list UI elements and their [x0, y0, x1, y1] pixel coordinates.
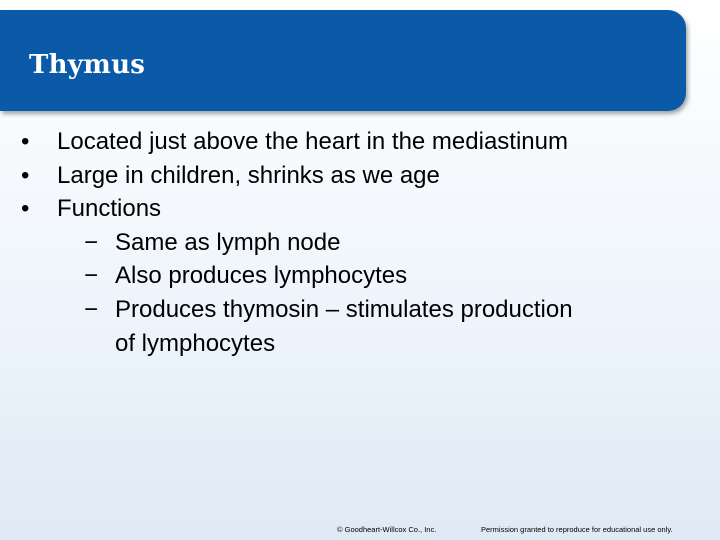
bullet-marker: •: [21, 195, 30, 223]
sub-bullet-marker: −: [84, 262, 99, 290]
title-bar: [0, 10, 686, 111]
bullet-text: Functions: [57, 195, 162, 223]
sub-bullet-item: [0, 226, 720, 260]
bullet-item: [0, 192, 720, 226]
sub-bullet-continuation: [0, 327, 720, 361]
bullet-marker: •: [21, 128, 30, 155]
permission-footer: Permission granted to reproduce for educational use only.: [481, 525, 673, 534]
bullet-text: Located just above the heart in the mediastinum: [57, 128, 568, 155]
sub-bullet-text: Same as lymph node: [115, 228, 341, 256]
bullet-text: Large in children, shrinks as we age: [57, 161, 440, 189]
bullet-item: [0, 159, 720, 193]
sub-bullet-item: [0, 259, 720, 293]
bullet-item: [0, 125, 720, 159]
bullet-list: [0, 125, 720, 360]
bullet-marker: •: [21, 161, 30, 189]
slide-title: Thymus: [29, 50, 146, 80]
sub-bullet-continuation-text: of lymphocytes: [115, 329, 276, 357]
copyright-footer: © Goodheart-Willcox Co., Inc.: [337, 525, 437, 534]
sub-bullet-text: Produces thymosin – stimulates production: [115, 295, 573, 323]
sub-bullet-text: Also produces lymphocytes: [115, 262, 408, 290]
sub-bullet-item: [0, 293, 720, 327]
sub-bullet-marker: −: [84, 295, 99, 323]
sub-bullet-marker: −: [84, 228, 99, 256]
